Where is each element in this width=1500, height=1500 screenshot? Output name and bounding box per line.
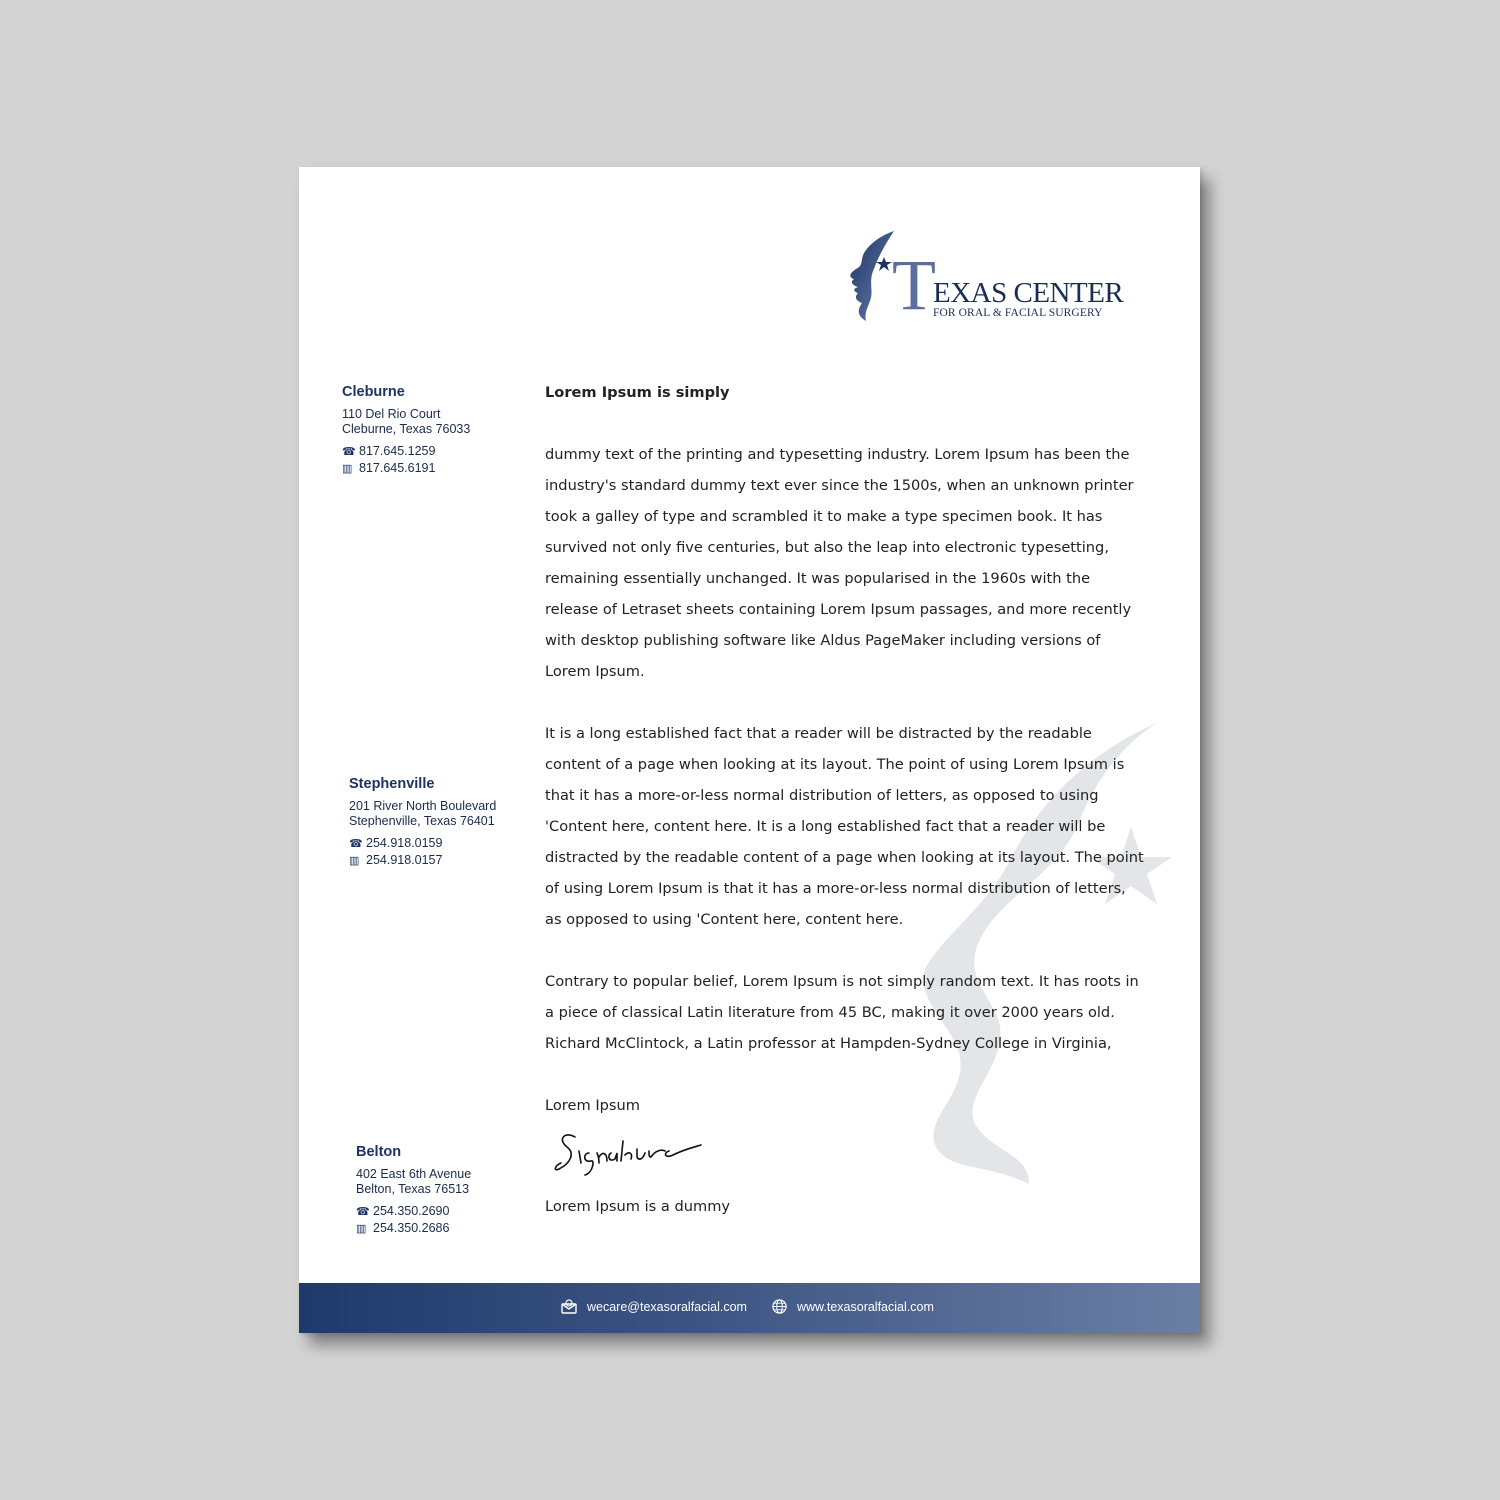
logo-initial: T <box>892 245 936 325</box>
office-address-line2: Stephenville, Texas 76401 <box>349 814 495 828</box>
email-icon <box>561 1299 577 1314</box>
phone-icon: ☎ <box>342 446 356 458</box>
office-fax <box>356 1221 471 1237</box>
office-fax-number: 254.350.2686 <box>373 1221 450 1235</box>
letter-paragraph-3: Contrary to popular belief, Lorem Ipsum is not simply random text. It has roots in a piece of classical Latin literature from 45 BC, making it over 2000 years old. Richard McClintock, a Latin professor at Hampden-Sydney College in Virginia, <box>545 973 1139 1052</box>
office-phone-number: 254.350.2690 <box>373 1204 450 1218</box>
fax-icon: ▥ <box>356 1223 367 1235</box>
company-logo <box>844 229 1124 329</box>
footer-email-text[interactable]: wecare@texasoralfacial.com <box>587 1299 747 1314</box>
globe-icon <box>772 1299 787 1314</box>
signature-image <box>545 1123 715 1183</box>
office-fax <box>342 461 470 477</box>
office-fax-number: 254.918.0157 <box>366 853 443 867</box>
logo-tagline: FOR ORAL & FACIAL SURGERY <box>933 307 1103 319</box>
footer-website[interactable] <box>772 1299 934 1314</box>
letter-closing: Lorem Ipsum <box>545 1097 640 1114</box>
office-phone-number: 817.645.1259 <box>359 444 436 458</box>
footer-website-text[interactable]: www.texasoralfacial.com <box>797 1299 934 1314</box>
office-city: Cleburne <box>342 384 405 400</box>
footer-email[interactable] <box>561 1299 747 1314</box>
office-belton <box>356 1145 471 1237</box>
office-city: Belton <box>356 1144 402 1160</box>
logo-company-name: EXAS CENTER <box>933 277 1124 309</box>
footer-bar <box>299 1283 1200 1333</box>
office-phone <box>342 444 470 460</box>
letterhead-page <box>299 167 1200 1333</box>
phone-icon: ☎ <box>349 838 363 850</box>
office-phone-number: 254.918.0159 <box>366 836 443 850</box>
letter-paragraph-2: It is a long established fact that a reader will be distracted by the readable content of a page when looking at its layout. The point of using Lorem Ipsum is that it has a more-or-less normal distribution of letters, as opposed to using 'Content here, content here. It is a long established fact that a reader will be distracted by the readable content of a page when looking at its layout. The point of using Lorem Ipsum is that it has a more-or-less normal distribution of letters, as opposed to using 'Content here, content here. <box>545 725 1144 928</box>
office-city: Stephenville <box>349 776 435 792</box>
fax-icon: ▥ <box>349 855 360 867</box>
office-fax <box>349 853 496 869</box>
phone-icon: ☎ <box>356 1206 370 1218</box>
letter-heading: Lorem Ipsum is simply <box>545 384 730 401</box>
fax-icon: ▥ <box>342 463 353 475</box>
office-cleburne <box>342 385 470 477</box>
office-address-line2: Cleburne, Texas 76033 <box>342 422 471 436</box>
office-phone <box>349 836 496 852</box>
letter-paragraph-1: dummy text of the printing and typesetting industry. Lorem Ipsum has been the industry's standard dummy text ever since the 1500s, when an unknown printer took a galley of type and scrambled it to make a type specimen book. It has survived not only five centuries, but also the leap into electronic typesetting, remaining essentially unchanged. It was popularised in the 1960s with the release of Letraset sheets containing Lorem Ipsum passages, and more recently with desktop publishing software like Aldus PageMaker including versions of Lorem Ipsum. <box>545 446 1134 680</box>
office-address-line1: 402 East 6th Avenue <box>356 1167 472 1181</box>
office-fax-number: 817.645.6191 <box>359 461 436 475</box>
office-phone <box>356 1204 471 1220</box>
office-stephenville <box>349 777 496 869</box>
office-address-line2: Belton, Texas 76513 <box>356 1182 470 1196</box>
office-address-line1: 110 Del Rio Court <box>342 407 441 421</box>
letter-body <box>545 377 1145 1222</box>
office-address-line1: 201 River North Boulevard <box>349 799 497 813</box>
letter-signer: Lorem Ipsum is a dummy <box>545 1198 731 1215</box>
